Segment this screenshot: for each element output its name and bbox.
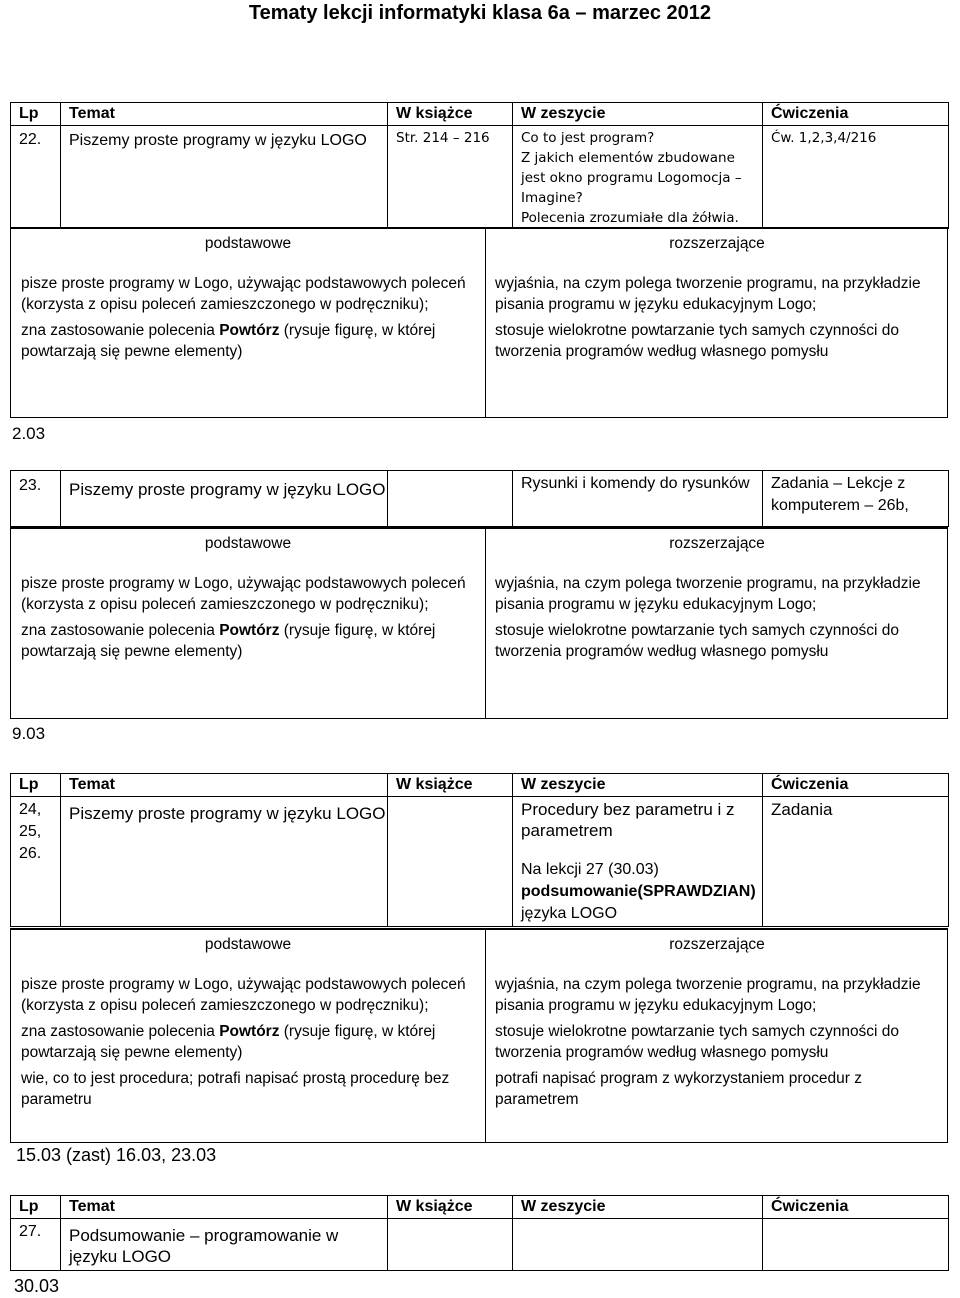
lesson-number: 23. [11, 471, 61, 527]
extended-heading: rozszerzające [669, 535, 765, 552]
lesson-table-4 [10, 1195, 949, 1271]
basic-heading: podstawowe [204, 235, 292, 252]
notebook-note: Na lekcji 27 (30.03) [521, 861, 659, 878]
basic-heading: podstawowe [204, 936, 292, 953]
notebook-content [513, 1219, 763, 1271]
basic-heading: podstawowe [204, 535, 292, 552]
requirement-text: wyjaśnia, na czym polega tworzenie programu, na przykładzie pisania programu w języku edukacyjnym Logo; [495, 274, 921, 313]
command-name: Powtórz [219, 321, 280, 339]
table-header-row [11, 1196, 949, 1219]
requirement-text: wyjaśnia, na czym polega tworzenie programu, na przykładzie pisania programu w języku edukacyjnym Logo; [495, 975, 921, 1014]
basic-requirements [21, 529, 475, 667]
table-row [11, 126, 949, 229]
requirement-text: stosuje wielokrotne powtarzanie tych samych czynności do tworzenia programów według własnego pomysłu [495, 1022, 900, 1061]
requirement-text-part: (rysuje figurę, w której powtarzają się pewne elementy) [21, 321, 436, 360]
requirement-text: stosuje wielokrotne powtarzanie tych samych czynności do tworzenia programów według własnego pomysłu [495, 621, 900, 660]
header-temat: Temat [61, 774, 388, 797]
extended-heading: rozszerzające [669, 936, 765, 953]
notebook-note: podsumowanie(SPRAWDZIAN) [521, 883, 756, 900]
header-ksiazka: W książce [388, 1196, 513, 1219]
book-pages [388, 797, 513, 927]
header-ksiazka: W książce [388, 774, 513, 797]
requirements-section-3 [10, 928, 948, 1143]
lesson-date: 15.03 (zast) 16.03, 23.03 [16, 1145, 217, 1165]
requirement-text: wyjaśnia, na czym polega tworzenie programu, na przykładzie pisania programu w języku edukacyjnym Logo; [495, 574, 921, 613]
lesson-number: 22. [11, 126, 61, 229]
header-temat: Temat [61, 1196, 388, 1219]
table-header-row [11, 774, 949, 797]
header-cwiczenia: Ćwiczenia [763, 103, 949, 126]
extended-requirements [495, 229, 939, 367]
basic-requirements [21, 229, 475, 367]
requirement-text-part: zna zastosowanie polecenia [21, 321, 220, 339]
notebook-line: Co to jest program? [521, 130, 655, 146]
lesson-date: 2.03 [12, 424, 46, 443]
lesson-topic: Piszemy proste programy w języku LOGO [61, 471, 388, 527]
header-ksiazka: W książce [388, 103, 513, 126]
requirements-section-1 [10, 227, 948, 418]
requirement-text [21, 1021, 475, 1064]
header-zeszyt: W zeszycie [513, 1196, 763, 1219]
lesson-number: 27. [11, 1219, 61, 1271]
table-row [11, 797, 949, 927]
column-divider [485, 930, 486, 1142]
lesson-number: 24, 25, 26. [11, 797, 61, 927]
header-cwiczenia: Ćwiczenia [763, 774, 949, 797]
notebook-line: Z jakich elementów zbudowane jest okno programu Logomocja – Imagine? [521, 150, 742, 206]
requirement-text-part: zna zastosowanie polecenia [21, 621, 220, 639]
requirement-text [21, 620, 475, 663]
book-pages [388, 471, 513, 527]
requirement-text-part: zna zastosowanie polecenia [21, 1022, 220, 1040]
requirement-text: pisze proste programy w Logo, używając podstawowych poleceń (korzysta z opisu poleceń zamieszczonego w podręczniku); [21, 975, 466, 1014]
header-temat: Temat [61, 103, 388, 126]
book-pages: Str. 214 – 216 [388, 126, 513, 229]
command-name: Powtórz [219, 621, 280, 639]
header-lp: Lp [11, 1196, 61, 1219]
header-zeszyt: W zeszycie [513, 774, 763, 797]
book-pages [388, 1219, 513, 1271]
column-divider [485, 529, 486, 718]
basic-requirements [21, 930, 475, 1115]
extended-heading: rozszerzające [669, 235, 765, 252]
extended-requirements [495, 930, 939, 1115]
exercises: Ćw. 1,2,3,4/216 [763, 126, 949, 229]
lesson-topic: Piszemy proste programy w języku LOGO [61, 797, 388, 927]
exercises [763, 1219, 949, 1271]
notebook-note: języka LOGO [521, 905, 618, 922]
lesson-date: 30.03 [14, 1276, 60, 1296]
header-lp: Lp [11, 103, 61, 126]
requirements-section-2 [10, 527, 948, 719]
table-header-row [11, 103, 949, 126]
requirement-text: wie, co to jest procedura; potrafi napisać prostą procedurę bez parametru [21, 1069, 450, 1108]
lesson-table-1 [10, 102, 949, 229]
notebook-content [513, 797, 763, 927]
lesson-date: 9.03 [12, 724, 46, 743]
column-divider [485, 229, 486, 417]
exercises: Zadania [763, 797, 949, 927]
notebook-content: Rysunki i komendy do rysunków [513, 471, 763, 527]
exercises: Zadania – Lekcje z komputerem – 26b, [763, 471, 949, 527]
lesson-table-2 [10, 470, 949, 527]
requirement-text: pisze proste programy w Logo, używając podstawowych poleceń (korzysta z opisu poleceń zamieszczonego w podręczniku); [21, 574, 466, 613]
lesson-table-3 [10, 773, 949, 927]
table-row [11, 1219, 949, 1271]
requirement-text: potrafi napisać program z wykorzystaniem procedur z parametrem [495, 1069, 862, 1108]
command-name: Powtórz [219, 1022, 280, 1040]
lesson-topic: Podsumowanie – programowanie w języku LOGO [61, 1219, 388, 1271]
lesson-topic: Piszemy proste programy w języku LOGO [61, 126, 388, 229]
requirement-text [21, 320, 475, 363]
requirement-text-part: (rysuje figurę, w której powtarzają się pewne elementy) [21, 1022, 436, 1061]
page-title: Tematy lekcji informatyki klasa 6a – marzec 2012 [248, 2, 712, 24]
requirement-text-part: (rysuje figurę, w której powtarzają się pewne elementy) [21, 621, 436, 660]
notebook-line: Polecenia zrozumiałe dla żółwia. [521, 210, 739, 226]
requirement-text: pisze proste programy w Logo, używając podstawowych poleceń (korzysta z opisu poleceń zamieszczonego w podręczniku); [21, 274, 466, 313]
header-cwiczenia: Ćwiczenia [763, 1196, 949, 1219]
header-zeszyt: W zeszycie [513, 103, 763, 126]
notebook-line: Procedury bez parametru i z parametrem [521, 800, 735, 840]
extended-requirements [495, 529, 939, 667]
header-lp: Lp [11, 774, 61, 797]
table-row [11, 471, 949, 527]
requirement-text: stosuje wielokrotne powtarzanie tych samych czynności do tworzenia programów według własnego pomysłu [495, 321, 900, 360]
notebook-content [513, 126, 763, 229]
